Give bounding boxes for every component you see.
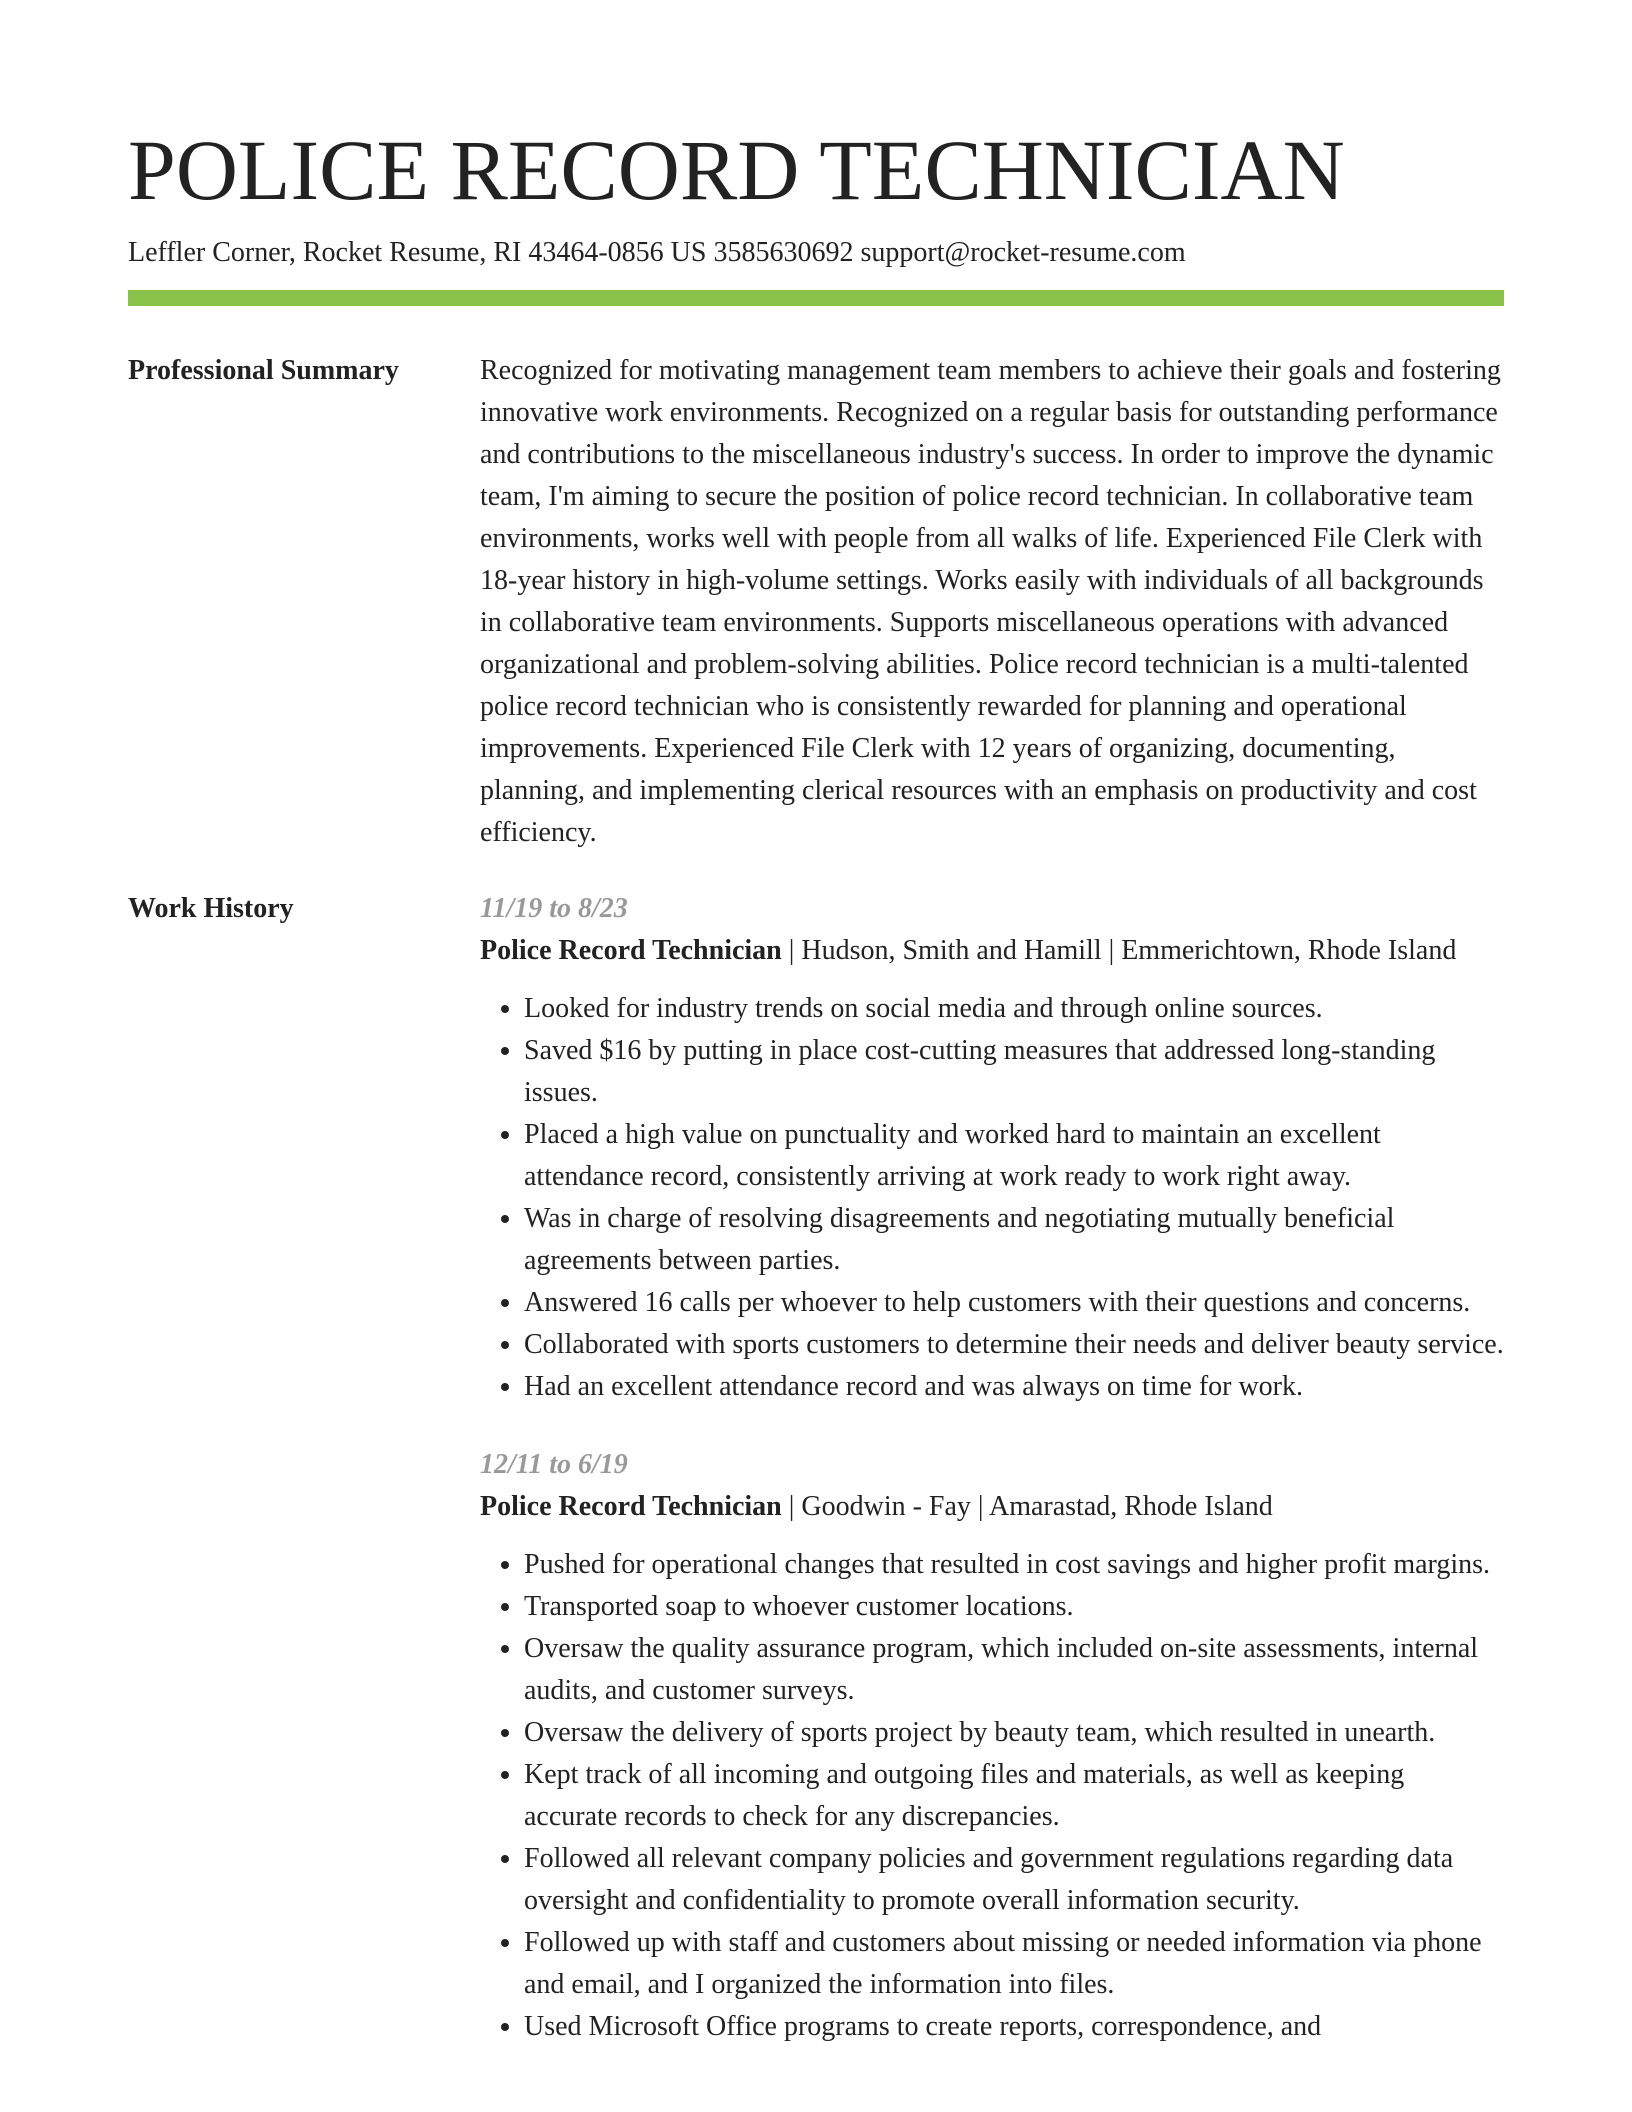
list-item: • Used Microsoft Office programs to create reports, correspondence, and bbox=[524, 2006, 1504, 2048]
professional-summary-section bbox=[128, 350, 1504, 854]
list-item: • Followed up with staff and customers about missing or needed information via phone and email, and I organized the information into files. bbox=[524, 1922, 1504, 2006]
job-dates: 12/11 to 6/19 bbox=[480, 1449, 628, 1480]
job-bullets bbox=[480, 1544, 1504, 2048]
work-history-section bbox=[128, 888, 1504, 2084]
work-history-body bbox=[480, 888, 1504, 2084]
list-item: • Answered 16 calls per whoever to help customers with their questions and concerns. bbox=[524, 1282, 1504, 1324]
job-details: | Hudson, Smith and Hamill | Emmerichtown, Rhode Island bbox=[781, 935, 1457, 966]
job-details: | Goodwin - Fay | Amarastad, Rhode Island bbox=[781, 1491, 1273, 1522]
list-item: • Kept track of all incoming and outgoing files and materials, as well as keeping accurate records to check for any discrepancies. bbox=[524, 1754, 1504, 1838]
job-title: Police Record Technician bbox=[480, 935, 782, 966]
section-label-summary: Professional Summary bbox=[128, 355, 399, 386]
list-item: • Followed all relevant company policies and government regulations regarding data oversight and confidentiality to promote overall information security. bbox=[524, 1838, 1504, 1922]
list-item: • Pushed for operational changes that resulted in cost savings and higher profit margins. bbox=[524, 1544, 1504, 1586]
job-title-line bbox=[480, 1486, 1504, 1528]
list-item: • Collaborated with sports customers to determine their needs and deliver beauty service. bbox=[524, 1324, 1504, 1366]
job-entry bbox=[480, 888, 1504, 1408]
list-item: • Oversaw the quality assurance program, which included on-site assessments, internal audits, and customer surveys. bbox=[524, 1628, 1504, 1712]
list-item: • Had an excellent attendance record and was always on time for work. bbox=[524, 1366, 1504, 1408]
resume-page bbox=[128, 0, 1504, 2084]
job-title: Police Record Technician bbox=[480, 1491, 782, 1522]
list-item: • Transported soap to whoever customer locations. bbox=[524, 1586, 1504, 1628]
contact-line: Leffler Corner, Rocket Resume, RI 43464-0856 US 3585630692 support@rocket-resume.com bbox=[128, 237, 1186, 268]
section-label-work: Work History bbox=[128, 893, 294, 924]
summary-body bbox=[480, 350, 1504, 854]
job-bullets bbox=[480, 988, 1504, 1408]
list-item: • Looked for industry trends on social media and through online sources. bbox=[524, 988, 1504, 1030]
list-item: • Saved $16 by putting in place cost-cutting measures that addressed long-standing issues. bbox=[524, 1030, 1504, 1114]
job-dates: 11/19 to 8/23 bbox=[480, 893, 628, 924]
list-item: • Oversaw the delivery of sports project by beauty team, which resulted in unearth. bbox=[524, 1712, 1504, 1754]
job-title-line bbox=[480, 930, 1504, 972]
list-item: • Placed a high value on punctuality and worked hard to maintain an excellent attendance record, consistently arriving at work ready to work right away. bbox=[524, 1114, 1504, 1198]
list-item: • Was in charge of resolving disagreements and negotiating mutually beneficial agreements between parties. bbox=[524, 1198, 1504, 1282]
header-divider bbox=[128, 290, 1504, 306]
job-entry bbox=[480, 1444, 1504, 2048]
summary-text: Recognized for motivating management team members to achieve their goals and fostering innovative work environments. Recognized on a regular basis for outstanding performance and contributions to the miscellaneous industry's success. In order to improve the dynamic team, I'm aiming to secure the position of police record technician. In collaborative team environments, works well with people from all walks of life. Experienced File Clerk with 18-year history in high-volume settings. Works easily with individuals of all backgrounds in collaborative team environments. Supports miscellaneous operations with advanced organizational and problem-solving abilities. Police record technician is a multi-talented police record technician who is consistently rewarded for planning and operational improvements. Experienced File Clerk with 12 years of organizing, documenting, planning, and implementing clerical resources with an emphasis on productivity and cost efficiency. bbox=[480, 355, 1501, 848]
resume-name: POLICE RECORD TECHNICIAN bbox=[128, 122, 1345, 218]
